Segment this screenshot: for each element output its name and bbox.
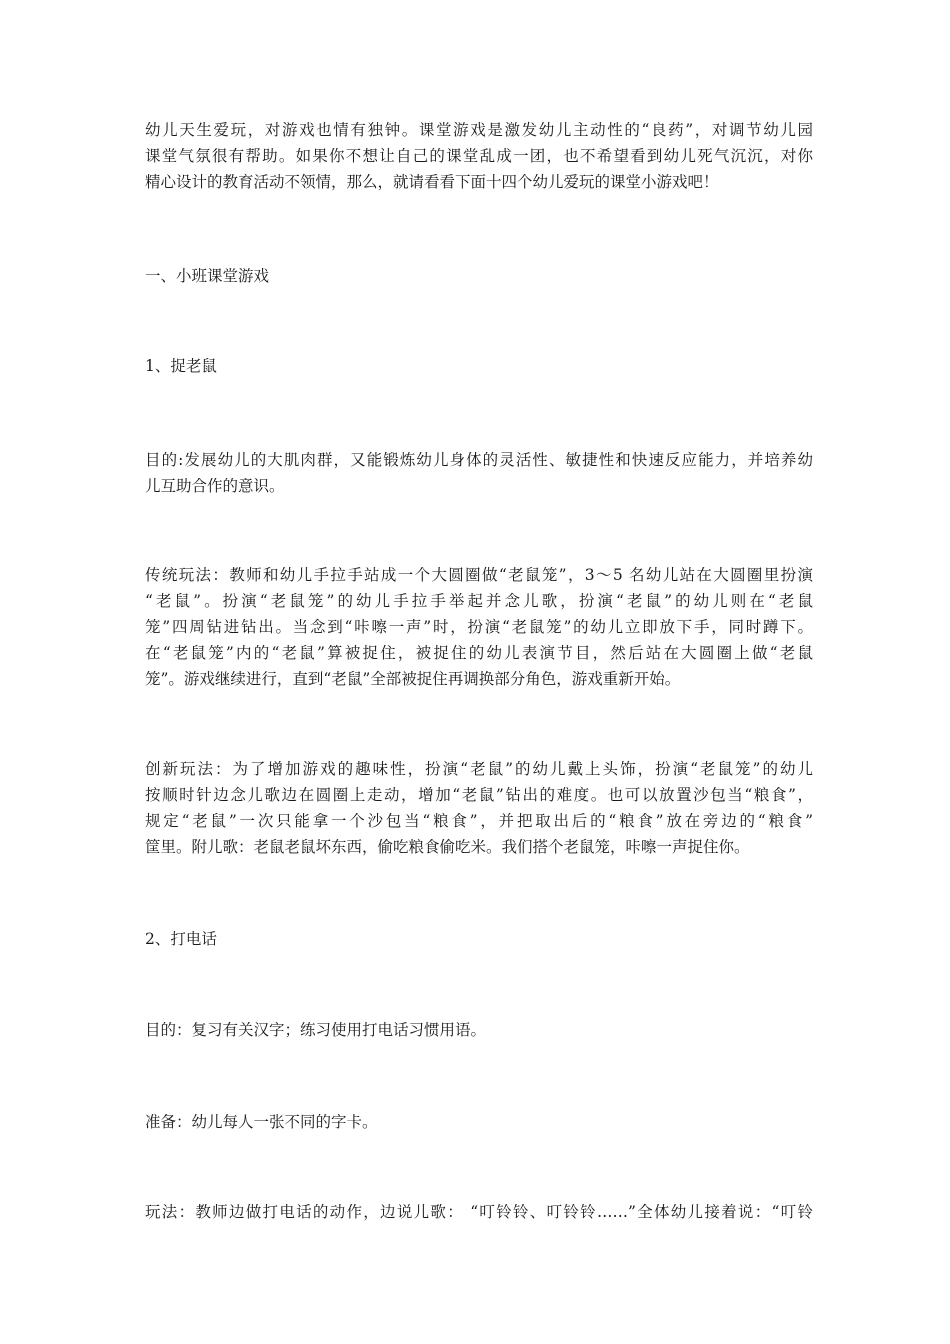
- game1-innovative-rules: [145, 756, 813, 860]
- intro-paragraph: [145, 117, 813, 195]
- intro-line: 精心设计的教育活动不领情，那么，就请看看下面十四个幼儿爱玩的课堂小游戏吧！: [145, 173, 719, 191]
- innovative-line: 创新玩法：为了增加游戏的趣味性，扮演“老鼠”的幼儿戴上头饰，扮演“老鼠笼”的幼儿: [145, 760, 813, 778]
- game1-traditional-rules: [145, 562, 813, 692]
- purpose-line: 目的:发展幼儿的大肌肉群，又能锻炼幼儿身体的灵活性、敏捷性和快速反应能力，并培养幼: [145, 451, 813, 469]
- section-title: 一、小班课堂游戏: [145, 267, 270, 285]
- traditional-line: 在“老鼠笼”内的“老鼠”算被捉住，被捉住的幼儿表演节目，然后站在大圆圈上做“老鼠: [145, 644, 813, 662]
- purpose-line: 儿互助合作的意识。: [145, 477, 285, 495]
- traditional-line: 传统玩法：教师和幼儿手拉手站成一个大圆圈做“老鼠笼”，3～5 名幼儿站在大圆圈里扮演: [145, 566, 813, 584]
- innovative-line: 按顺时针边念儿歌边在圆圈上走动，增加“老鼠”钻出的难度。也可以放置沙包当“粮食”，: [145, 786, 813, 804]
- game2-preparation: 准备：幼儿每人一张不同的字卡。: [145, 1113, 378, 1131]
- innovative-line: 规定“老鼠”一次只能拿一个沙包当“粮食”，并把取出后的“粮食”放在旁边的“粮食”: [145, 812, 813, 830]
- traditional-line: 笼”四周钻进钻出。当念到“咔嚓一声”时，扮演“老鼠笼”的幼儿立即放下手，同时蹲下。: [145, 618, 813, 636]
- game1-purpose: [145, 447, 813, 499]
- game1-title: 1、捉老鼠: [145, 357, 217, 375]
- intro-line: 课堂气氛很有帮助。如果你不想让自己的课堂乱成一团，也不希望看到幼儿死气沉沉，对你: [145, 147, 813, 165]
- game2-purpose: 目的：复习有关汉字；练习使用打电话习惯用语。: [145, 1021, 487, 1039]
- game2-play: [145, 1199, 813, 1225]
- intro-line: 幼儿天生爱玩，对游戏也情有独钟。课堂游戏是激发幼儿主动性的“良药”，对调节幼儿园: [145, 121, 813, 139]
- game2-title: 2、打电话: [145, 930, 217, 948]
- innovative-line: 筐里。附儿歌：老鼠老鼠坏东西，偷吃粮食偷吃米。我们搭个老鼠笼，咔嚓一声捉住你。: [145, 838, 750, 856]
- play-line: 玩法：教师边做打电话的动作，边说儿歌： “叮铃铃、叮铃铃……”全体幼儿接着说：“叮铃: [145, 1203, 813, 1221]
- traditional-line: “老鼠”。扮演“老鼠笼”的幼儿手拉手举起并念儿歌，扮演“老鼠”的幼儿则在“老鼠: [145, 592, 813, 610]
- traditional-line: 笼”。游戏继续进行，直到“老鼠”全部被捉住再调换部分角色，游戏重新开始。: [145, 670, 681, 688]
